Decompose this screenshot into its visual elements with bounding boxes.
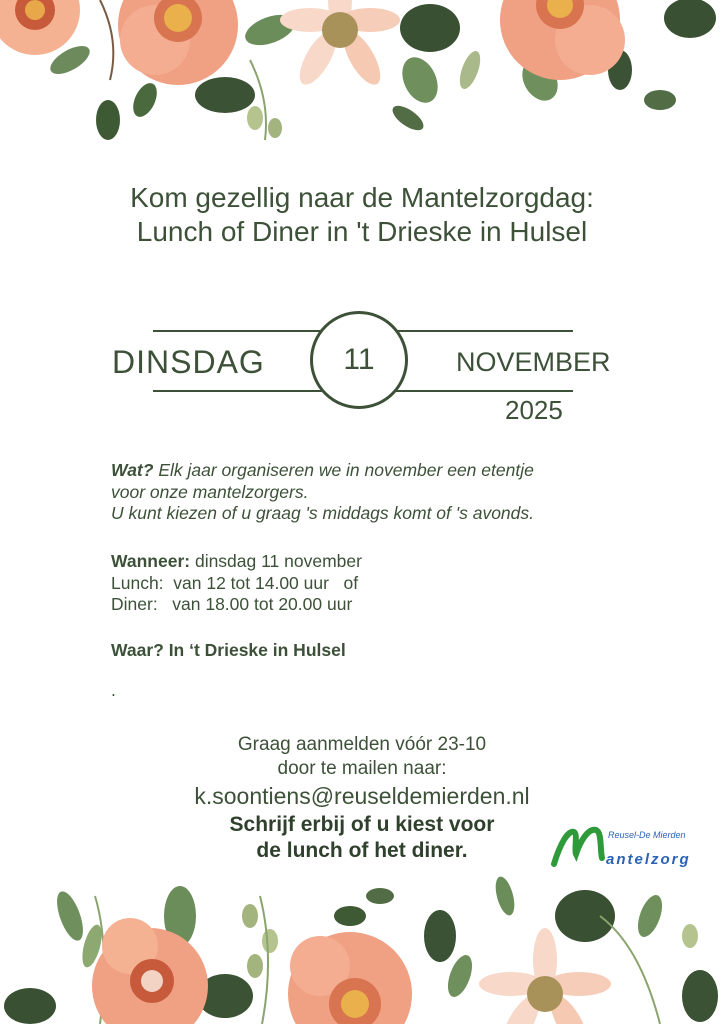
what-line-2: voor onze mantelzorgers. (111, 481, 309, 502)
title-line-2: Lunch of Diner in 't Drieske in Hulsel (136, 216, 588, 247)
logo-word: antelzorg (606, 851, 691, 868)
register-email-link[interactable]: k.soontiens@reuseldemierden.nl (194, 783, 530, 809)
date-year: 2025 (505, 395, 563, 425)
title-line-1: Kom gezellig naar de Mantelzorgdag: (130, 182, 594, 213)
when-dinner: Diner: van 18.00 tot 20.00 uur (111, 594, 353, 614)
date-weekday: DINSDAG (112, 344, 265, 380)
stray-dot: . (111, 680, 116, 700)
watercolor-flowers-bottom (0, 876, 724, 1024)
when-value: dinsdag 11 november (190, 551, 362, 571)
when-label: Wanneer: (111, 551, 191, 571)
when-lunch: Lunch: van 12 tot 14.00 uur of (111, 572, 359, 593)
what-line-1 (111, 460, 534, 482)
register-line-2: door te mailen naar: (277, 758, 447, 779)
watercolor-flowers-top (0, 0, 724, 150)
what-section (111, 460, 534, 525)
date-circle (310, 311, 408, 409)
where-line: Waar? In ‘t Drieske in Hulsel (111, 640, 346, 660)
when-section (111, 551, 362, 616)
register-bold-line-1: Schrijf erbij of u kiest voor (229, 813, 495, 836)
what-line-3: U kunt kiezen of u graag 's middags komt of 's avonds. (111, 503, 535, 523)
mantelzorg-logo (550, 824, 690, 872)
what-text-1: Elk jaar organiseren we in november een etentje (153, 460, 534, 480)
register-bold-line-2: de lunch of het diner. (256, 839, 468, 862)
when-line (111, 551, 362, 573)
register-line-1: Graag aanmelden vóór 23-10 (237, 734, 487, 755)
date-month: NOVEMBER (456, 347, 611, 377)
what-label: Wat? (111, 460, 154, 480)
logo-org-name: Reusel-De Mierden (608, 830, 686, 840)
date-day: 11 (343, 343, 375, 376)
